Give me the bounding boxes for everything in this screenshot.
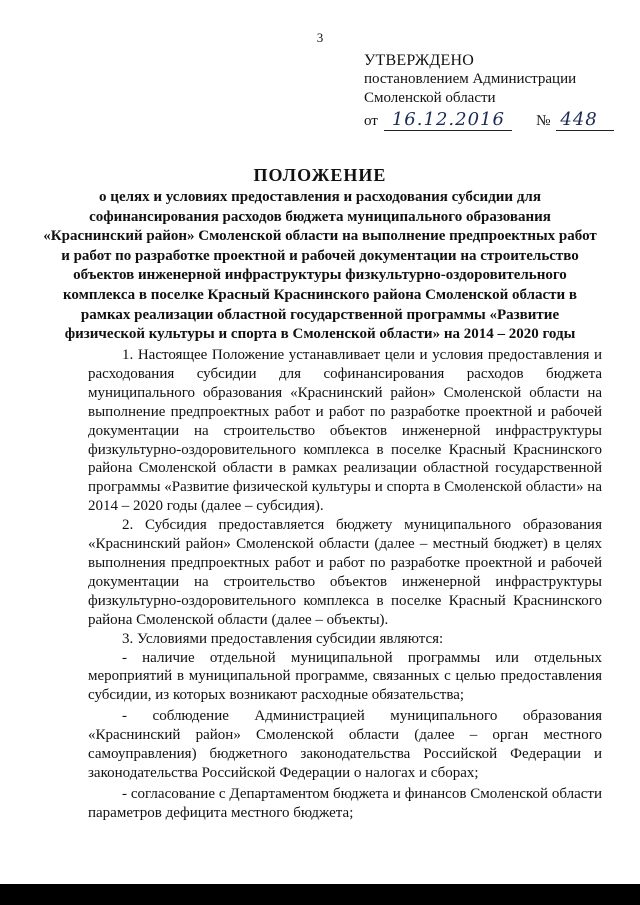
- number-label: №: [536, 113, 551, 129]
- scan-edge-bar: [0, 884, 640, 905]
- condition-item: - согласование с Департаментом бюджета и финансов Смоленской области параметров дефицита местного бюджета;: [88, 785, 602, 821]
- approval-line-2: Смоленской области: [364, 90, 496, 106]
- date-prefix: от: [364, 113, 378, 129]
- condition-item: - наличие отдельной муниципальной программы или отдельных мероприятий в муниципальной программе, связанных с целью предоставления субсидии, из которых возникают расходные обязательства;: [88, 649, 602, 704]
- handwritten-date: 16.12.2016: [391, 109, 505, 130]
- paragraph-2: 2. Субсидия предоставляется бюджету муниципального образования «Краснинский район» Смоленской области (далее – местный бюджет) в целях выполнения предпроектных работ и работ по разработке проектной и рабочей документации на строительство объектов инженерной инфраструктуры физкультурно-оздоровительного комплекса в поселке Красный Краснинского района Смоленской области (далее – объекты).: [88, 517, 602, 628]
- page-number: 3: [316, 30, 324, 45]
- approval-heading: УТВЕРЖДЕНО: [364, 52, 475, 69]
- paragraph-3: 3. Условиями предоставления субсидии являются:: [122, 630, 444, 647]
- approval-line-1: постановлением Администрации: [364, 71, 577, 87]
- approval-date-line: [364, 109, 614, 131]
- number-blank: [556, 109, 614, 131]
- document-body: [88, 346, 602, 823]
- approval-stamp: [364, 51, 614, 131]
- condition-item: - соблюдение Администрацией муниципального образования «Краснинский район» Смоленской области (далее – орган местного самоуправления) бюджетного законодательства Российской Федерации и законодательства Российской Федерации о налогах и сборах;: [88, 708, 602, 781]
- document-title: [40, 164, 600, 345]
- paragraph-1: 1. Настоящее Положение устанавливает цели и условия предоставления и расходования субсидии для софинансирования расходов бюджета муниципального образования «Краснинский район» Смоленской области на выполнение предпроектных работ и работ по разработке проектной и рабочей документации на строительство объектов инженерной инфраструктуры физкультурно-оздоровительного комплекса в поселке Красный Краснинского района Смоленской области в рамках реализации областной государственной программы «Развитие физической культуры и спорта в Смоленской области» на 2014 – 2020 годы (далее – субсидия).: [88, 347, 602, 515]
- date-blank: [384, 109, 512, 131]
- title-subtitle: о целях и условиях предоставления и расходования субсидии для софинансирования расходов бюджета муниципального образования «Краснинский район» Смоленской области на выполнение предпроектных работ и работ по разработке проектной и рабочей документации на строительство объектов инженерной инфраструктуры физкультурно-оздоровительного комплекса в поселке Красный Краснинского района Смоленской области в рамках реализации областной государственной программы «Развитие физической культуры и спорта в Смоленской области» на 2014 – 2020 годы: [43, 189, 597, 343]
- handwritten-number: 448: [560, 109, 598, 130]
- title-main: ПОЛОЖЕНИЕ: [253, 165, 387, 185]
